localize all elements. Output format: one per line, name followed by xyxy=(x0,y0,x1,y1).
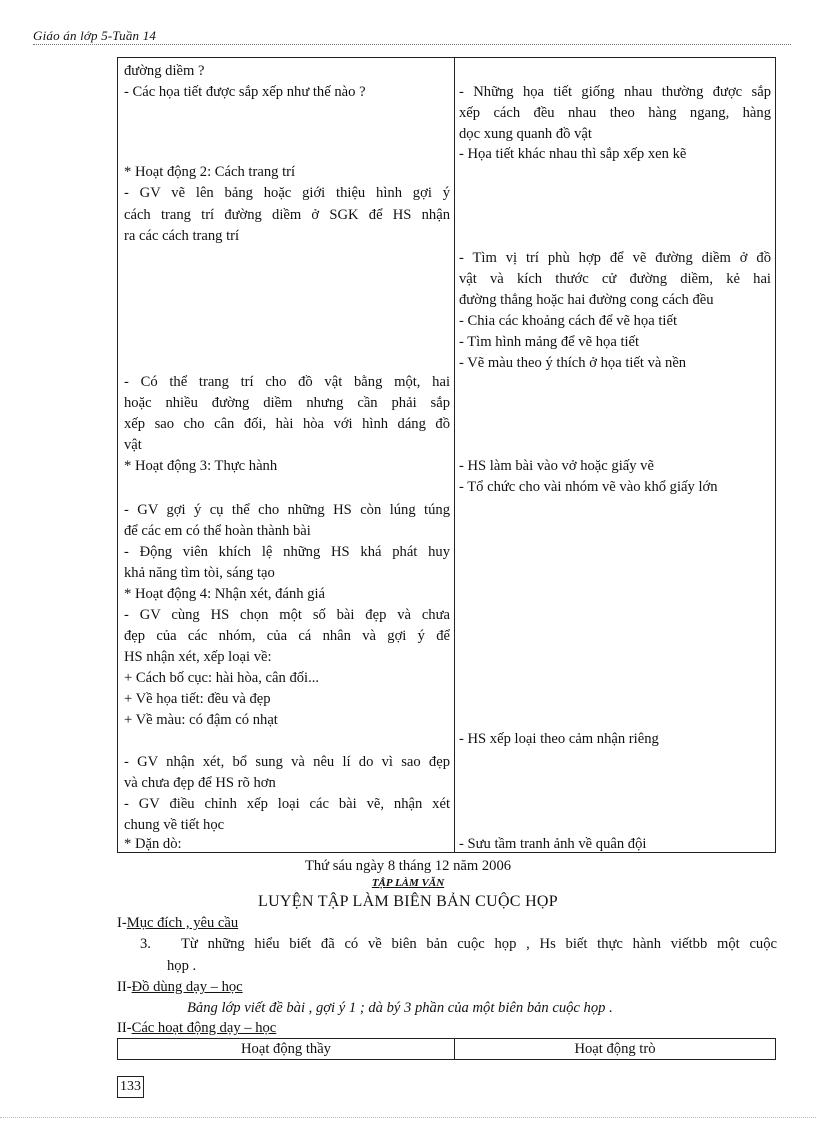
student-line: - Tìm hình mảng để vẽ họa tiết xyxy=(459,334,640,350)
objective-text-continued: họp . xyxy=(167,958,197,974)
teacher-line: - GV điều chỉnh xếp loại các bài vẽ, nhận xét xyxy=(124,796,450,812)
teacher-line: - Động viên khích lệ những HS khá phát huy xyxy=(124,544,450,560)
student-line: - HS làm bài vào vở hoặc giấy vẽ xyxy=(459,458,654,474)
table-column-divider xyxy=(454,58,455,852)
page-number: 133 xyxy=(117,1076,144,1098)
column-header-student: Hoạt động trò xyxy=(574,1041,656,1057)
student-line: - Vẽ màu theo ý thích ở họa tiết và nền xyxy=(459,355,687,371)
student-line: xếp cách đều nhau theo hàng ngang, hàng xyxy=(459,105,771,121)
teacher-line: ra các cách trang trí xyxy=(124,228,240,244)
teacher-line: + Về họa tiết: đều và đẹp xyxy=(124,691,271,707)
teacher-line: - GV vẽ lên bảng hoặc giới thiệu hình gợi ý xyxy=(124,185,450,201)
objective-text: Từ những hiểu biết đã có về biên bản cuộc họp , Hs biết thực hành viếtbb một cuộc xyxy=(181,936,777,952)
teacher-line: để các em có thể hoàn thành bài xyxy=(124,523,311,539)
teacher-line: và chưa đẹp để HS rõ hơn xyxy=(124,775,276,791)
section-prefix: II- xyxy=(117,979,132,995)
teacher-line: - Có thể trang trí cho đồ vật bằng một, hai xyxy=(124,374,450,390)
header-rule xyxy=(33,44,791,45)
teacher-line: - GV cùng HS chọn một số bài đẹp và chưa xyxy=(124,607,450,623)
teacher-line: đường diềm ? xyxy=(124,63,205,79)
activities-header-table xyxy=(117,1038,776,1060)
teacher-line: xếp sao cho cân đối, hài hòa với hình dáng đồ xyxy=(124,416,450,432)
teacher-line: chung về tiết học xyxy=(124,817,225,833)
section-objectives xyxy=(117,913,238,934)
column-header-teacher: Hoạt động thầy xyxy=(241,1041,331,1057)
student-line: - Sưu tầm tranh ảnh về quân đội xyxy=(459,836,647,852)
section-prefix: II- xyxy=(117,1020,132,1036)
activity-table xyxy=(117,57,776,853)
student-line: - HS xếp loại theo cảm nhận riêng xyxy=(459,731,659,747)
teacher-line: HS nhận xét, xếp loại về: xyxy=(124,649,272,665)
teacher-line: đẹp của các nhóm, của cá nhân và gợi ý để xyxy=(124,628,450,644)
lesson-subject: TẬP LÀM VĂN xyxy=(371,877,445,889)
teacher-line: - Các họa tiết được sắp xếp như thế nào ? xyxy=(124,84,366,100)
student-line: - Tổ chức cho vài nhóm vẽ vào khổ giấy lớn xyxy=(459,479,718,495)
student-line: - Những họa tiết giống nhau thường được sắp xyxy=(459,84,771,100)
document-header: Giáo án lớp 5-Tuần 14 xyxy=(33,28,157,43)
teacher-line: * Hoạt động 2: Cách trang trí xyxy=(124,164,296,180)
teacher-line: hoặc nhiều đường diềm nhưng cần phải sắp xyxy=(124,395,450,411)
teacher-line: - GV nhận xét, bổ sung và nêu lí do vì sao đẹp xyxy=(124,754,450,770)
teacher-line: * Hoạt động 3: Thực hành xyxy=(124,458,278,474)
lesson-date: Thứ sáu ngày 8 tháng 12 năm 2006 xyxy=(304,858,512,874)
student-line: - Họa tiết khác nhau thì sắp xếp xen kẽ xyxy=(459,146,687,162)
teacher-line: * Hoạt động 4: Nhận xét, đánh giá xyxy=(124,586,326,602)
student-line: vật và kích thước cử đường diềm, kẻ hai xyxy=(459,271,771,287)
teacher-line: vật xyxy=(124,437,142,453)
student-line: - Tìm vị trí phù hợp để vẽ đường diềm ở đồ xyxy=(459,250,771,266)
student-line: dọc xung quanh đồ vật xyxy=(459,126,592,142)
teacher-line: - GV gợi ý cụ thể cho những HS còn lúng túng xyxy=(124,502,450,518)
materials-text: Bảng lớp viết đề bài , gợi ý 1 ; dà bý 3 phần của một biên bản cuộc họp . xyxy=(187,1000,613,1016)
footer-rule xyxy=(0,1117,816,1118)
teacher-line: cách trang trí đường diềm ở SGK để HS nhận xyxy=(124,207,450,223)
section-prefix: I- xyxy=(117,915,127,931)
section-title: Các hoạt động dạy – học xyxy=(131,1020,277,1036)
section-title: Mục đích , yêu cầu xyxy=(126,915,239,931)
teacher-line: + Cách bố cục: hài hòa, cân đối... xyxy=(124,670,320,686)
lesson-title: LUYỆN TẬP LÀM BIÊN BẢN CUỘC HỌP xyxy=(258,893,558,910)
student-line: - Chia các khoảng cách để vẽ họa tiết xyxy=(459,313,677,329)
list-item-number: 3. xyxy=(140,936,151,952)
teacher-line: + Về màu: có đậm có nhạt xyxy=(124,712,278,728)
section-materials xyxy=(117,977,243,998)
section-activities xyxy=(117,1018,276,1039)
student-line: đường thẳng hoặc hai đường cong cách đều xyxy=(459,292,714,308)
section-title: Đồ dùng dạy – học xyxy=(131,979,243,995)
teacher-line: khả năng tìm tòi, sáng tạo xyxy=(124,565,275,581)
teacher-line: * Dặn dò: xyxy=(124,836,182,852)
